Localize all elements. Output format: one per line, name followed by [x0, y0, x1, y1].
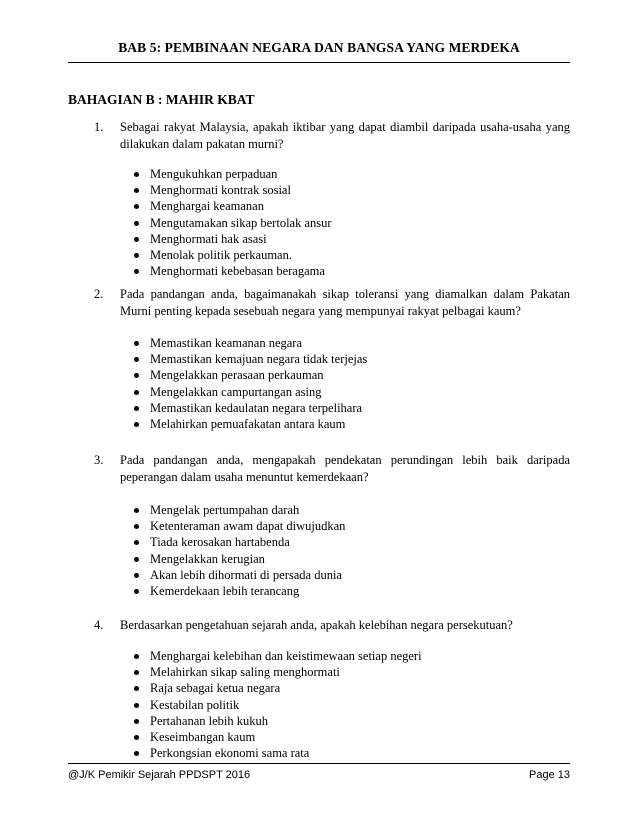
list-item: Menghormati kebebasan beragama	[134, 263, 570, 279]
bullet-icon	[134, 357, 139, 362]
bullet-icon	[134, 406, 139, 411]
answer-list	[68, 335, 570, 432]
list-item: Mengelakkan kerugian	[134, 551, 570, 567]
bullet-icon	[134, 654, 139, 659]
list-item: Raja sebagai ketua negara	[134, 680, 570, 696]
list-item: Perkongsian ekonomi sama rata	[134, 745, 570, 761]
list-item: Ketenteraman awam dapat diwujudkan	[134, 518, 570, 534]
question-number: 4.	[94, 618, 104, 632]
answer-list	[68, 502, 570, 599]
bullet-icon	[134, 589, 139, 594]
question-text: Pada pandangan anda, bagaimanakah sikap toleransi yang diamalkan dalam Pakatan Murni penting kepada sesebuah negara yang mempunyai rakyat pelbagai kaum?	[120, 287, 570, 318]
question-text: Pada pandangan anda, mengapakah pendekatan perundingan lebih baik daripada peperangan dalam usaha menuntut kemerdekaan?	[120, 453, 570, 484]
bullet-icon	[134, 422, 139, 427]
list-item: Mengutamakan sikap bertolak ansur	[134, 215, 570, 231]
answer-list	[68, 166, 570, 279]
bullet-icon	[134, 172, 139, 177]
footer-divider	[68, 763, 570, 764]
question-4	[68, 617, 570, 761]
bullet-icon	[134, 524, 139, 529]
list-item: Melahirkan sikap saling menghormati	[134, 664, 570, 680]
bullet-icon	[134, 269, 139, 274]
bullet-icon	[134, 341, 139, 346]
list-item: Pertahanan lebih kukuh	[134, 713, 570, 729]
list-item: Mengelakkan perasaan perkauman	[134, 367, 570, 383]
bullet-icon	[134, 573, 139, 578]
question-1	[68, 119, 570, 279]
bullet-icon	[134, 735, 139, 740]
bullet-icon	[134, 253, 139, 258]
bullet-icon	[134, 751, 139, 756]
question-number: 2.	[94, 287, 104, 301]
bullet-icon	[134, 719, 139, 724]
bullet-icon	[134, 188, 139, 193]
answer-list	[68, 648, 570, 761]
page-header: BAB 5: PEMBINAAN NEGARA DAN BANGSA YANG MERDEKA	[118, 40, 520, 55]
list-item: Melahirkan pemuafakatan antara kaum	[134, 416, 570, 432]
page-number: Page 13	[529, 769, 570, 781]
list-item: Menghargai keamanan	[134, 198, 570, 214]
bullet-icon	[134, 670, 139, 675]
question-number: 3.	[94, 453, 104, 467]
list-item: Memastikan kemajuan negara tidak terjejas	[134, 351, 570, 367]
list-item: Menghargai kelebihan dan keistimewaan setiap negeri	[134, 648, 570, 664]
bullet-icon	[134, 508, 139, 513]
section-title: BAHAGIAN B : MAHIR KBAT	[68, 92, 255, 107]
list-item: Mengelakkan campurtangan asing	[134, 384, 570, 400]
list-item: Memastikan kedaulatan negara terpelihara	[134, 400, 570, 416]
list-item: Keseimbangan kaum	[134, 729, 570, 745]
list-item: Tiada kerosakan hartabenda	[134, 534, 570, 550]
question-text: Sebagai rakyat Malaysia, apakah iktibar yang dapat diambil daripada usaha-usaha yang dilakukan dalam pakatan murni?	[120, 120, 570, 151]
footer-credit: @J/K Pemikir Sejarah PPDSPT 2016	[68, 769, 251, 781]
bullet-icon	[134, 540, 139, 545]
bullet-icon	[134, 204, 139, 209]
list-item: Mengukuhkan perpaduan	[134, 166, 570, 182]
question-number: 1.	[94, 120, 104, 134]
bullet-icon	[134, 557, 139, 562]
list-item: Kestabilan politik	[134, 697, 570, 713]
list-item: Mengelak pertumpahan darah	[134, 502, 570, 518]
list-item: Memastikan keamanan negara	[134, 335, 570, 351]
list-item: Menghormati kontrak sosial	[134, 182, 570, 198]
header-divider	[68, 62, 570, 63]
list-item: Kemerdekaan lebih terancang	[134, 583, 570, 599]
question-3	[68, 452, 570, 599]
bullet-icon	[134, 221, 139, 226]
bullet-icon	[134, 703, 139, 708]
bullet-icon	[134, 373, 139, 378]
bullet-icon	[134, 390, 139, 395]
list-item: Menolak politik perkauman.	[134, 247, 570, 263]
question-2	[68, 286, 570, 432]
list-item: Menghormati hak asasi	[134, 231, 570, 247]
question-text: Berdasarkan pengetahuan sejarah anda, apakah kelebihan negara persekutuan?	[120, 618, 513, 632]
list-item: Akan lebih dihormati di persada dunia	[134, 567, 570, 583]
bullet-icon	[134, 686, 139, 691]
bullet-icon	[134, 237, 139, 242]
